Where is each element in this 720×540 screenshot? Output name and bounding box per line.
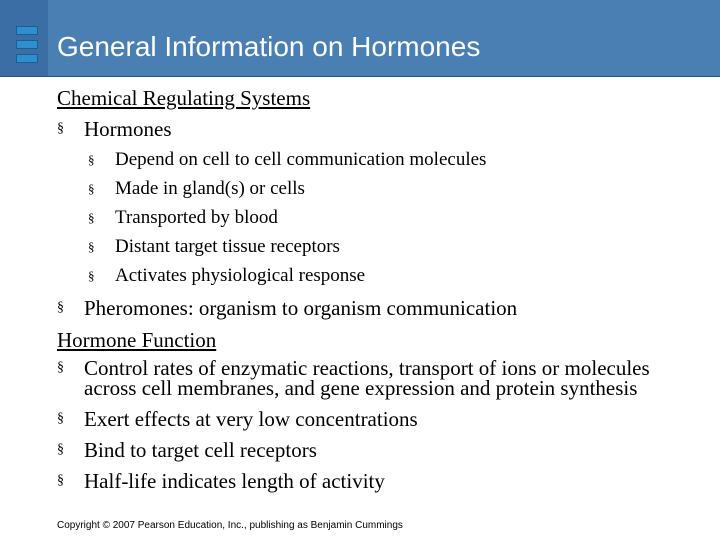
title-divider <box>0 76 720 77</box>
section-heading-chemical-regulating-systems: Chemical Regulating Systems <box>57 86 311 110</box>
section-heading-hormone-function: Hormone Function <box>57 328 217 352</box>
sub-bullet <box>57 265 707 287</box>
bullet-marker: § <box>57 473 64 488</box>
sub-bullet-text: Made in gland(s) or cells <box>115 178 305 199</box>
copyright-footer: Copyright © 2007 Pearson Education, Inc., publishing as Benjamin Cummings <box>57 520 403 531</box>
bullet-marker: § <box>88 210 95 225</box>
sub-bullet-text: Activates physiological response <box>115 265 366 286</box>
bullet-marker: § <box>57 360 64 375</box>
bullet-low-concentrations <box>57 407 707 431</box>
bullet-marker: § <box>88 268 95 283</box>
slide-body <box>57 86 707 493</box>
bullet-text: Hormones <box>84 117 172 141</box>
bullet-marker: § <box>88 152 95 167</box>
bullet-marker: § <box>57 121 64 136</box>
bullet-text: Exert effects at very low concentrations <box>84 407 418 431</box>
sub-bullet-text: Depend on cell to cell communication molecules <box>115 149 487 170</box>
sub-bullet <box>57 149 707 171</box>
bullet-text: Half-life indicates length of activity <box>84 469 385 493</box>
bullet-text: Control rates of enzymatic reactions, transport of ions or molecules across cell membranes, and gene expression and protein synthesis <box>84 356 650 400</box>
bullet-marker: § <box>57 300 64 315</box>
title-bar <box>0 0 720 76</box>
bullet-marker: § <box>88 239 95 254</box>
bullet-text: Bind to target cell receptors <box>84 438 317 462</box>
title-accent-panel <box>0 0 48 76</box>
sub-bullet <box>57 178 707 200</box>
bullet-text: Pheromones: organism to organism communication <box>84 296 518 320</box>
bullet-half-life <box>57 469 707 493</box>
sub-bullet <box>57 207 707 229</box>
sub-bullet-text: Transported by blood <box>115 207 278 228</box>
bullet-control-rates <box>57 358 684 398</box>
sub-bullet-text: Distant target tissue receptors <box>115 236 340 257</box>
bullet-marker: § <box>88 181 95 196</box>
sub-bullet <box>57 236 707 258</box>
bullet-hormones <box>57 117 707 141</box>
bullet-marker: § <box>57 442 64 457</box>
bullet-marker: § <box>57 411 64 426</box>
stacked-blocks-icon <box>16 26 38 64</box>
slide-title: General Information on Hormones <box>57 31 481 62</box>
bullet-pheromones <box>57 296 707 320</box>
bullet-target-receptors <box>57 438 707 462</box>
